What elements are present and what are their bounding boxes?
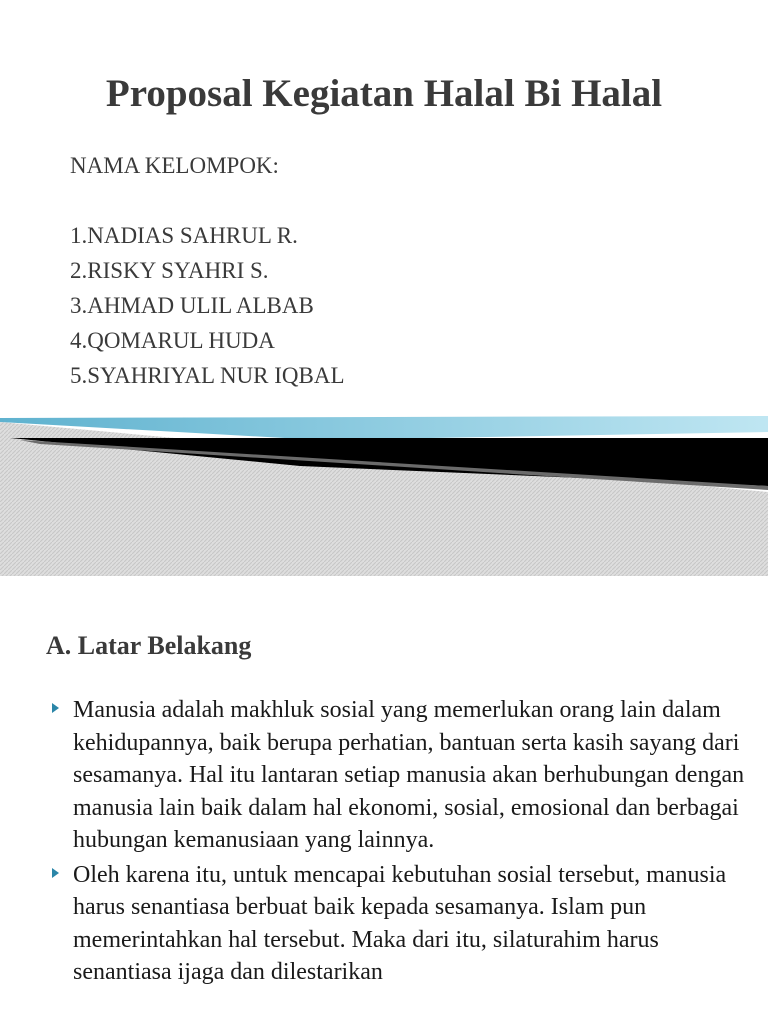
- member-item: 1.NADIAS SAHRUL R.: [70, 223, 298, 248]
- group-members-block: [70, 148, 345, 393]
- slide-2: [0, 576, 768, 1024]
- member-item: 3.AHMAD ULIL ALBAB: [70, 293, 314, 318]
- member-item: 4.QOMARUL HUDA: [70, 328, 275, 353]
- bullet-item: [48, 859, 748, 989]
- slide-title: Proposal Kegiatan Halal Bi Halal: [105, 72, 663, 115]
- group-heading: NAMA KELOMPOK:: [70, 153, 279, 178]
- bullet-text: Oleh karena itu, untuk mencapai kebutuhan sosial tersebut, manusia harus senantiasa berbuat baik kepada sesamanya. Islam pun memerintahkan hal tersebut. Maka dari itu, silaturahim harus senantiasa ijaga dan dilestarikan: [73, 861, 727, 985]
- section-heading: A. Latar Belakang: [46, 631, 252, 660]
- triangle-bullet-icon: [52, 868, 59, 878]
- decorative-band: [0, 410, 768, 576]
- bullet-list: [48, 694, 748, 991]
- triangle-bullet-icon: [52, 703, 59, 713]
- member-item: 2.RISKY SYAHRI S.: [70, 258, 269, 283]
- bullet-item: [48, 694, 748, 857]
- member-item: 5.SYAHRIYAL NUR IQBAL: [70, 363, 345, 388]
- bullet-text: Manusia adalah makhluk sosial yang memerlukan orang lain dalam kehidupannya, baik berupa perhatian, bantuan serta kasih sayang dari sesamanya. Hal itu lantaran setiap manusia akan berhubungan dengan manusia lain baik dalam hal ekonomi, sosial, emosional dan berbagai hubungan kemanusiaan yang lainnya.: [73, 697, 745, 853]
